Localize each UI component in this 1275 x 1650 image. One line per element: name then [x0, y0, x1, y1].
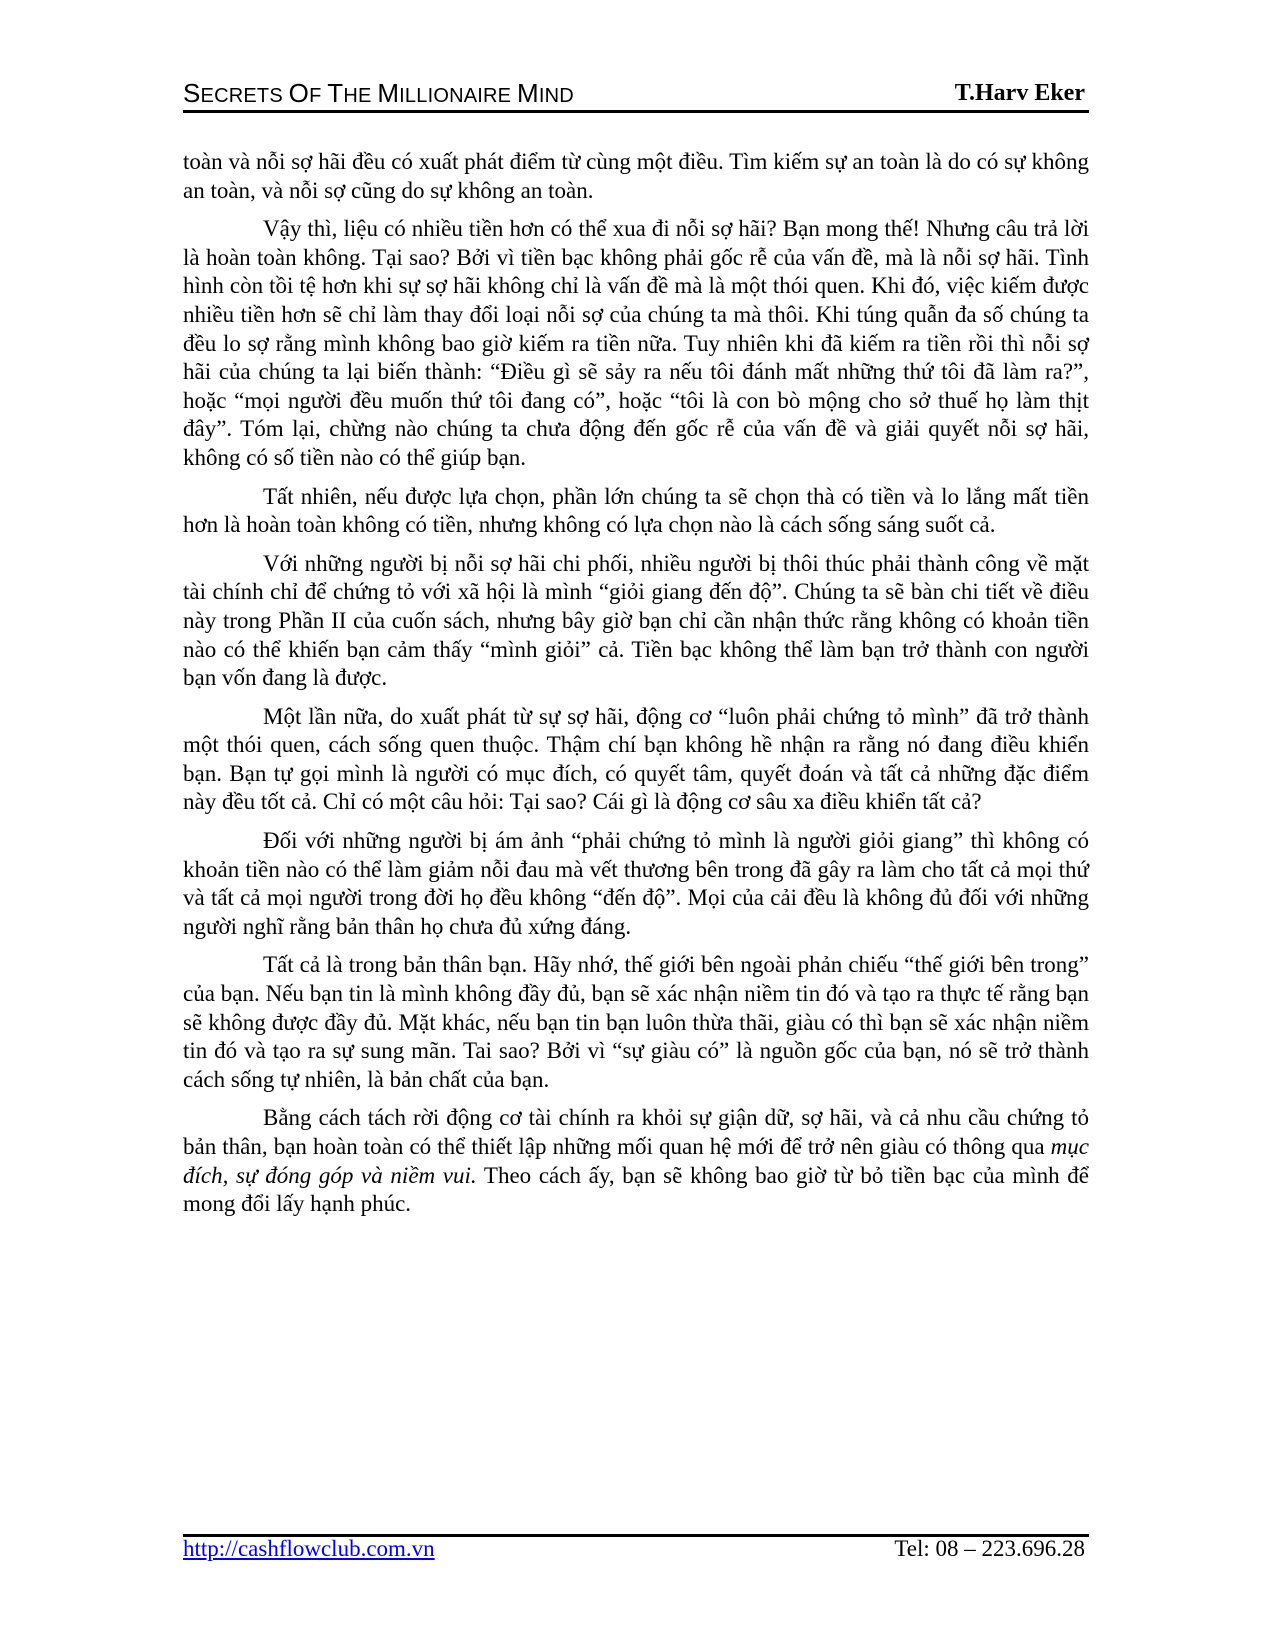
- paragraph: Vậy thì, liệu có nhiều tiền hơn có thể xua đi nỗi sợ hãi? Bạn mong thế! Nhưng câu trả lời là hoàn toàn không. Tại sao? Bởi vì tiền bạc không phải gốc rễ của vấn đề, mà là nỗi sợ hãi. Tình hình còn tồi tệ hơn khi sự sợ hãi không chỉ là vấn đề mà là một thói quen. Khi đó, việc kiếm được nhiều tiền hơn sẽ chỉ làm thay đổi loại nỗi sợ của chúng ta mà thôi. Khi túng quẫn đa số chúng ta đều lo sợ rằng mình không bao giờ kiếm ra tiền nữa. Tuy nhiên khi đã kiếm ra tiền rồi thì nỗi sợ hãi của chúng ta lại biến thành: “Điều gì sẽ sảy ra nếu tôi đánh mất những thứ tôi đã làm ra?”, hoặc “mọi người đều muốn thứ tôi đang có”, hoặc “tôi là con bò mộng cho sở thuế họ làm thịt đây”. Tóm lại, chừng nào chúng ta chưa động đến gốc rễ của vấn đề và giải quyết nỗi sợ hãi, không có số tiền nào có thể giúp bạn.: [183, 216, 1089, 470]
- page-header: [183, 74, 1089, 110]
- paragraph: Tất nhiên, nếu được lựa chọn, phần lớn chúng ta sẽ chọn thà có tiền và lo lắng mất tiền hơn là hoàn toàn không có tiền, nhưng không có lựa chọn nào là cách sống sáng suốt cả.: [183, 483, 1089, 538]
- title-cap: O: [288, 78, 310, 108]
- title-rest: ILLIONAIRE: [399, 85, 517, 107]
- title-cap: M: [377, 78, 400, 108]
- paragraph: Với những người bị nỗi sợ hãi chi phối, nhiều người bị thôi thúc phải thành công về mặt tài chính chỉ để chứng tỏ với xã hội là mình “giỏi giang đến độ”. Chúng ta sẽ bàn chi tiết về điều này trong Phần II của cuốn sách, nhưng bây giờ bạn chỉ cần nhận thức rằng không có khoản tiền nào có thể khiến bạn cảm thấy “mình giỏi” cả. Tiền bạc không thể làm bạn trở thành con người bạn vốn đang là được.: [183, 550, 1089, 691]
- title-rest: F: [309, 85, 328, 107]
- title-rest: ECRETS: [200, 85, 289, 107]
- book-title: [183, 78, 574, 109]
- phone-number: Tel: 08 – 223.696.28: [894, 1536, 1085, 1561]
- paragraph: Tất cả là trong bản thân bạn. Hãy nhớ, thế giới bên ngoài phản chiếu “thế giới bên trong” của bạn. Nếu bạn tin là mình không đầy đủ, bạn sẽ xác nhận niềm tin đó và tạo ra thực tế rằng bạn sẽ không được đầy đủ. Mặt khác, nếu bạn tin bạn luôn thừa thãi, giàu có thì bạn sẽ xác nhận niềm tin đó và tạo ra sự sung mãn. Tai sao? Bởi vì “sự giàu có” là nguồn gốc của bạn, nó sẽ trở thành cách sống tự nhiên, là bản chất của bạn.: [183, 952, 1089, 1092]
- paragraph: [183, 1104, 1089, 1218]
- paragraph-text: Bằng cách tách rời động cơ tài chính ra khỏi sự giận dữ, sợ hãi, và cả nhu cầu chứng tỏ bản thân, bạn hoàn toàn có thể thiết lập những mối quan hệ mới để trở nên giàu có thông qua: [183, 1105, 1089, 1159]
- website-link[interactable]: http://cashflowclub.com.vn: [183, 1536, 435, 1561]
- title-cap: T: [327, 78, 344, 108]
- author-name: T.Harv Eker: [954, 80, 1085, 106]
- title-cap: M: [516, 78, 539, 108]
- title-rest: HE: [343, 85, 378, 107]
- paragraph: toàn và nỗi sợ hãi đều có xuất phát điểm từ cùng một điều. Tìm kiếm sự an toàn là do có sự không an toàn, và nỗi sợ cũng do sự không an toàn.: [183, 149, 1089, 203]
- body-text: [183, 148, 1089, 1229]
- paragraph: Đối với những người bị ám ảnh “phải chứng tỏ mình là người giỏi giang” thì không có khoản tiền nào có thể làm giảm nỗi đau mà vết thương bên trong đã gây ra làm cho tất cả mọi thứ và tất cả mọi người trong đời họ đều không “đến độ”. Mọi của cải đều là không đủ đối với những người nghĩ rằng bản thân họ chưa đủ xứng đáng.: [183, 828, 1089, 939]
- header-divider: [183, 110, 1089, 113]
- title-rest: IND: [538, 85, 574, 107]
- paragraph: Một lần nữa, do xuất phát từ sự sợ hãi, động cơ “luôn phải chứng tỏ mình” đã trở thành một thói quen, cách sống quen thuộc. Thậm chí bạn không hề nhận ra rằng nó đang điều khiển bạn. Bạn tự gọi mình là người có mục đích, có quyết tâm, quyết đoán và tất cả những đặc điểm này đều tốt cả. Chỉ có một câu hỏi: Tại sao? Cái gì là động cơ sâu xa điều khiển tất cả?: [183, 703, 1089, 815]
- paragraph-text: Theo cách ấy, bạn sẽ không bao giờ từ bỏ tiền bạc của mình để mong đổi lấy hạnh phúc.: [183, 1162, 1089, 1217]
- italic-phrase: mục đích, sự đóng góp và niềm vui.: [183, 1134, 1089, 1188]
- title-cap: S: [183, 78, 201, 108]
